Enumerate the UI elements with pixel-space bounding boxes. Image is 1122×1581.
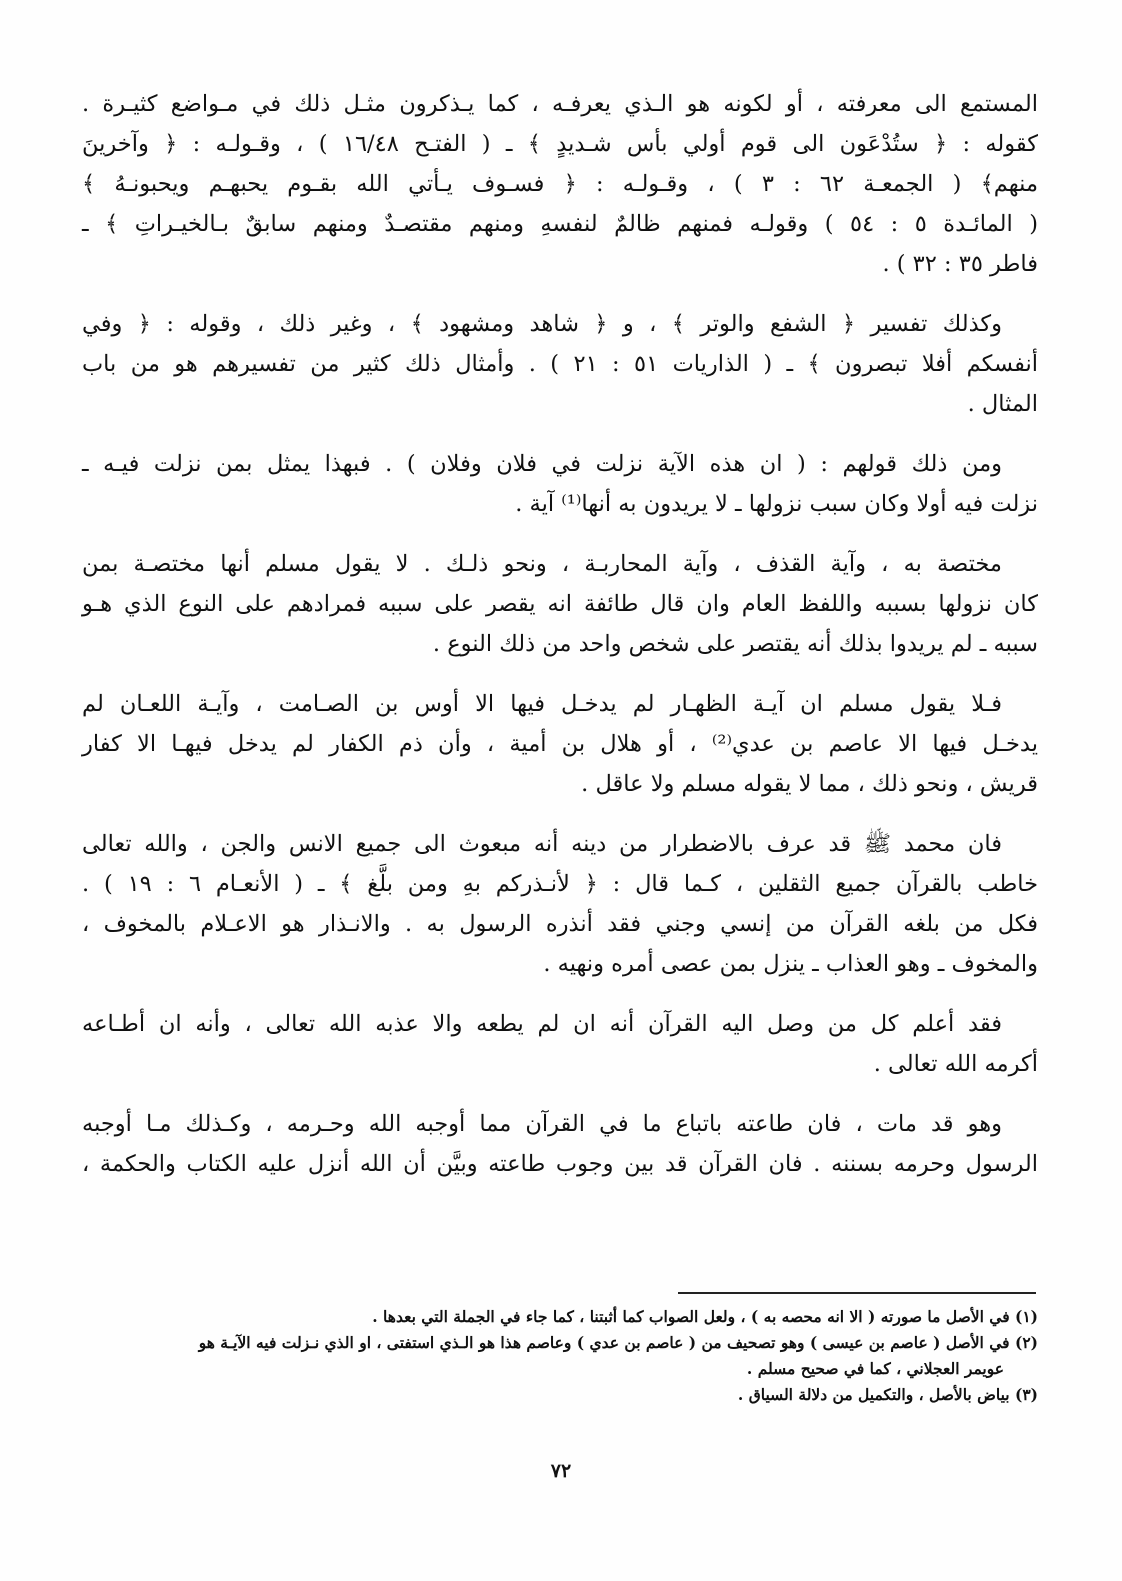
- text-line: نزلت فيه أولا وكان سبب نزولها ـ لا يريدون به أنها⁽¹⁾ آية .: [515, 491, 1038, 517]
- main-text: [82, 84, 1038, 1204]
- text-line: كقوله : ﴿ ستُدْعَون الى قوم أولي بأس شـديدٍ ﴾ ـ ( الفتـح ١٦/٤٨ ) ، وقـولـه : ﴿ وآخرينَ: [82, 131, 1038, 157]
- paragraph: [82, 304, 1038, 424]
- text-line: قريش ، ونحو ذلك ، مما لا يقوله مسلم ولا عاقل .: [581, 771, 1038, 797]
- paragraph: [82, 544, 1038, 664]
- text-line: المستمع الى معرفته ، أو لكونه هو الـذي يعرفـه ، كما يـذكرون مثـل ذلك في مـواضع كثيـرة .: [82, 91, 1038, 117]
- text-line: ( المائـدة ٥ : ٥٤ ) وقولـه فمنهم ظالمٌ لنفسهِ ومنهم مقتصـدٌ ومنهم سابقٌ بـالخيـراتِ ﴾ ـ: [82, 211, 1038, 237]
- text-line: [82, 304, 1038, 344]
- text-line: كان نزولها بسببه واللفظ العام وان قال طائفة انه يقصر على سببه فمرادهم على النوع الذي هـو: [82, 591, 1038, 617]
- text-line: [82, 1004, 1038, 1044]
- footnote: (١) في الأصل ما صورته ( الا انه محصه به ) ، ولعل الصواب كما أثبتنا ، كما جاء في الجملة التي بعدها .: [372, 1307, 1038, 1326]
- text-line: فكل من بلغه القرآن من إنسي وجني فقد أنذره الرسول به . والانـذار هو الاعـلام بالمخوف ،: [82, 911, 1038, 937]
- footnote-divider: [678, 1292, 1036, 1294]
- paragraph: [82, 84, 1038, 284]
- text-line: [82, 1104, 1038, 1144]
- text-line-content: وهو قد مات ، فان طاعته باتباع ما في القرآن مما أوجبه الله وحـرمه ، وكـذلك مـا أوجبه: [82, 1111, 1002, 1137]
- text-line: المثال .: [967, 391, 1038, 417]
- footnote: (٣) بياض بالأصل ، والتكميل من دلالة السياق .: [737, 1385, 1038, 1404]
- text-line-content: فقد أعلم كل من وصل اليه القرآن أنه ان لم يطعه والا عذبه الله تعالى ، وأنه ان أطـاعه: [82, 1011, 1002, 1037]
- text-line: خاطب بالقرآن جميع الثقلين ، كـما قال : ﴿ لأنـذركم بهِ ومن بلَّغ ﴾ ـ ( الأنعـام ٦ : ١٩ ) .: [82, 871, 1039, 897]
- text-line-content: وكذلك تفسير ﴿ الشفع والوتر ﴾ ، و ﴿ شاهد ومشهود ﴾ ، وغير ذلك ، وقوله : ﴿ وفي: [82, 311, 1002, 337]
- text-line-content: مختصة به ، وآية القذف ، وآية المحاربـة ، ونحو ذلـك . لا يقول مسلم أنها مختصـة بمن: [82, 551, 1002, 577]
- text-line-content: ومن ذلك قولهم : ( ان هذه الآية نزلت في فلان وفلان ) . فبهذا يمثل بمن نزلت فيـه ـ: [82, 451, 1002, 477]
- footnote-continuation: عويمر العجلاني ، كما في صحيح مسلم .: [746, 1359, 1004, 1378]
- text-line: يدخـل فيها الا عاصم بن عدي⁽²⁾ ، أو هلال بن أمية ، وأن ذم الكفار لم يدخل فيهـا الا كفار: [82, 731, 1038, 757]
- text-line: والمخوف ـ وهو العذاب ـ ينزل بمن عصى أمره ونهيه .: [543, 951, 1038, 977]
- paragraph: [82, 444, 1038, 524]
- text-line: [82, 544, 1038, 584]
- paragraph: [82, 1104, 1038, 1184]
- text-line: منهم﴾ ( الجمعـة ٦٢ : ٣ ) ، وقـولـه : ﴿ فسـوف يـأتي الله بقـوم يحبهـم ويحبونـهُ ﴾: [82, 171, 1038, 197]
- text-line-content: فان محمد ﷺ قد عرف بالاضطرار من دينه أنه مبعوث الى جميع الانس والجن ، والله تعالى: [82, 831, 1002, 857]
- paragraph: [82, 1004, 1038, 1084]
- text-line: أنفسكم أفلا تبصرون ﴾ ـ ( الذاريات ٥١ : ٢١ ) . وأمثال ذلك كثير من تفسيرهم هو من باب: [82, 351, 1039, 377]
- text-line: [82, 444, 1038, 484]
- text-line-content: فـلا يقول مسلم ان آيـة الظهـار لم يدخـل فيها الا أوس بن الصـامت ، وآيـة اللعـان لم: [82, 691, 1002, 717]
- footnote: (٢) في الأصل ( عاصم بن عيسى ) وهو تصحيف من ( عاصم بن عدي ) وعاصم هذا هو الـذي استفتى ، او الذي نـزلت فيه الآيـة هو: [198, 1333, 1038, 1352]
- text-line: أكرمه الله تعالى .: [873, 1051, 1038, 1077]
- paragraph: [82, 684, 1038, 804]
- text-line: فاطر ٣٥ : ٣٢ ) .: [882, 251, 1038, 277]
- page-number: ٧٢: [550, 1460, 572, 1482]
- text-line: سببه ـ لم يريدوا بذلك أنه يقتصر على شخص واحد من ذلك النوع .: [432, 631, 1038, 657]
- footnotes: [82, 1304, 1038, 1408]
- text-line: [82, 684, 1038, 724]
- text-line: الرسول وحرمه بسننه . فان القرآن قد بين وجوب طاعته وبيَّن أن الله أنزل عليه الكتاب والحكمة ،: [82, 1151, 1038, 1177]
- paragraph: [82, 824, 1038, 984]
- text-line: [82, 824, 1038, 864]
